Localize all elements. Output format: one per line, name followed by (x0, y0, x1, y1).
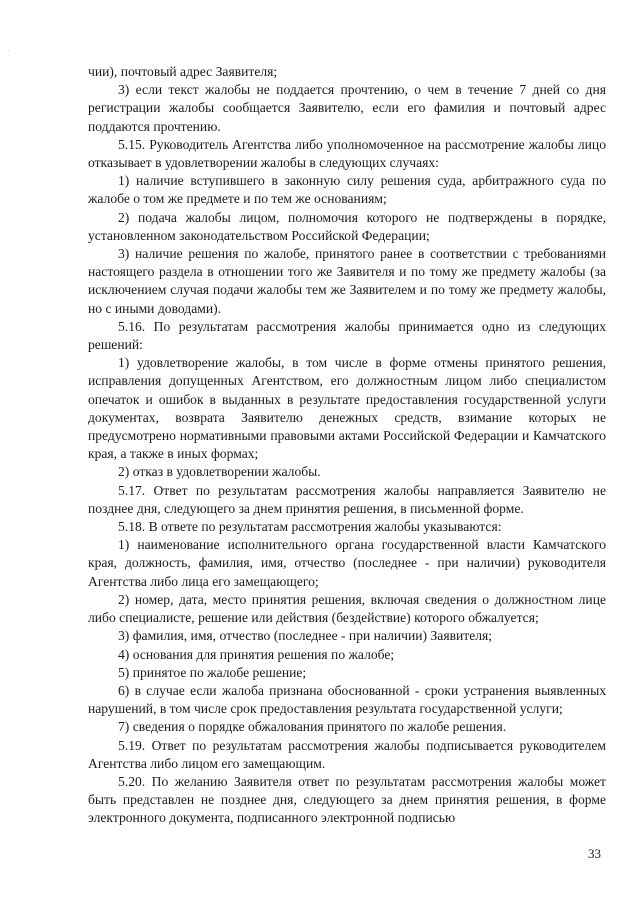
paragraph: 3) наличие решения по жалобе, принятого ранее в соответствии с требованиями настоящего раздела в отношении того же Заявителя и по тому же предмету жалобы (за исключением случая подачи жалобы тем же Заявителем и по тому же предмету жалобы, но с иными доводами). (88, 246, 606, 316)
paragraph: чии), почтовый адрес Заявителя; (88, 64, 278, 79)
paragraph: 5.16. По результатам рассмотрения жалобы принимается одно из следующих решений: (88, 318, 606, 353)
paragraph: 1) удовлетворение жалобы, в том числе в форме отмены принятого решения, исправления допущенных Агентством, его должностным лицом либо специалистом опечаток и ошибок в выданных в результате предоставления государственной услуги документах, возврата Заявителю денежных средств, взимание которых не предусмотрено нормативными правовыми актами Российской Федерации и Камчатского края, а также в иных формах; (88, 355, 606, 462)
paragraph: 4) основания для принятия решения по жалобе; (118, 646, 395, 662)
scan-mark (8, 50, 9, 51)
paragraph: 3) фамилия, имя, отчество (последнее - при наличии) Заявителя; (118, 628, 493, 644)
paragraph: 5.17. Ответ по результатам рассмотрения жалобы направляется Заявителю не позднее дня, следующего за днем принятия решения, в письменной форме. (88, 482, 606, 516)
paragraph: 5.18. В ответе по результатам рассмотрения жалобы указываются: (118, 519, 502, 535)
paragraph: 2) номер, дата, место принятия решения, включая сведения о должностном лице либо специалисте, решение или действия (бездействие) которого обжалуется; (88, 591, 606, 626)
paragraph: 5.15. Руководитель Агентства либо уполномоченное на рассмотрение жалобы лицо отказывает в удовлетворении жалобы в следующих случаях: (88, 136, 606, 171)
paragraph: 2) подача жалобы лицом, полномочия которого не подтверждены в порядке, установленном законодательством Российской Федерации; (88, 209, 606, 243)
paragraph: 5.20. По желанию Заявителя ответ по результатам рассмотрения жалобы может быть представлен не позднее дня, следующего за днем принятия решения, в форме электронного документа, подписанного электронной подписью (88, 773, 606, 826)
paragraph: 5) принятое по жалобе решение; (118, 664, 307, 680)
paragraph: 6) в случае если жалоба признана обоснованной - сроки устранения выявленных нарушений, в том числе срок предоставления результата государственной услуги; (88, 682, 606, 717)
paragraph: 3) если текст жалобы не поддается прочтению, о чем в течение 7 дней со дня регистрации жалобы сообщается Заявителю, если его фамилия и почтовый адрес поддаются прочтению. (88, 82, 606, 134)
paragraph: 7) сведения о порядке обжалования принятого по жалобе решения. (118, 719, 507, 735)
paragraph: 2) отказ в удовлетворении жалобы. (118, 464, 321, 480)
page-number: 33 (588, 846, 601, 861)
document-body (88, 63, 606, 828)
paragraph: 1) наименование исполнительного органа государственной власти Камчатского края, должность, фамилия, имя, отчество (последнее - при наличии) руководителя Агентства либо лица его замещающего; (88, 537, 606, 589)
paragraph: 5.19. Ответ по результатам рассмотрения жалобы подписывается руководителем Агентства либо лицом его замещающим. (88, 737, 606, 771)
paragraph: 1) наличие вступившего в законную силу решения суда, арбитражного суда по жалобе о том же предмете и по тем же основаниям; (88, 173, 606, 207)
